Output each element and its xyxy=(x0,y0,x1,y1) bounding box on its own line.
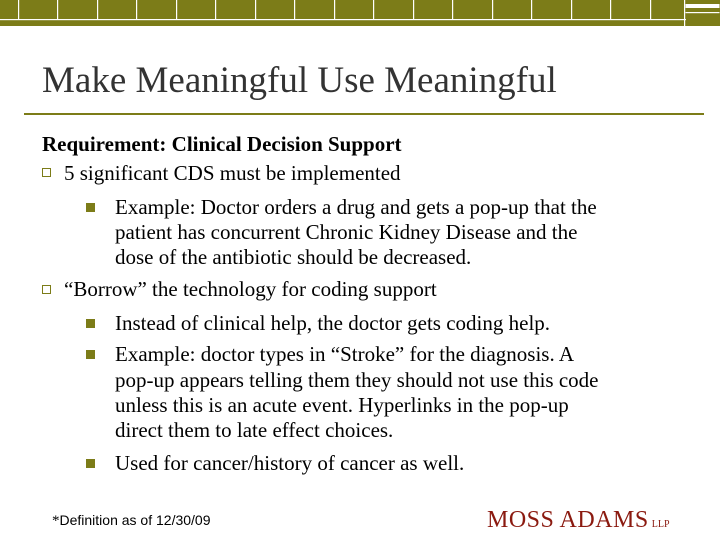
bullet-text: 5 significant CDS must be implemented xyxy=(64,161,401,185)
footnote-asterisk: * xyxy=(52,513,60,529)
title-divider xyxy=(24,113,704,115)
bullet-text: Example: doctor types in “Stroke” for the diagnosis. A xyxy=(115,342,574,366)
logo-name: MOSS ADAMS xyxy=(487,507,649,533)
hollow-square-bullet-icon xyxy=(42,168,51,177)
filled-square-bullet-icon xyxy=(86,203,95,212)
filled-square-bullet-icon xyxy=(86,350,95,359)
hollow-square-bullet-icon xyxy=(42,285,51,294)
bullet-text-continued: dose of the antibiotic should be decreased. xyxy=(115,245,472,269)
slide-title: Make Meaningful Use Meaningful xyxy=(42,60,557,101)
footnote xyxy=(52,511,211,530)
bullet-text: Used for cancer/history of cancer as well. xyxy=(115,451,465,475)
moss-adams-logo xyxy=(487,507,670,535)
bullet-text-continued: unless this is an acute event. Hyperlinks in the pop-up xyxy=(115,393,569,417)
top-grid-bar xyxy=(0,0,720,26)
filled-square-bullet-icon xyxy=(86,459,95,468)
section-heading: Requirement: Clinical Decision Support xyxy=(42,132,402,156)
bullet-text: “Borrow” the technology for coding support xyxy=(64,277,437,301)
filled-square-bullet-icon xyxy=(86,319,95,328)
bullet-text: Example: Doctor orders a drug and gets a pop-up that the xyxy=(115,195,597,219)
bullet-text-continued: direct them to late effect choices. xyxy=(115,418,394,442)
bullet-text-continued: patient has concurrent Chronic Kidney Disease and the xyxy=(115,220,578,244)
logo-suffix: LLP xyxy=(651,519,670,530)
footnote-text: Definition as of 12/30/09 xyxy=(59,512,211,528)
bullet-text: Instead of clinical help, the doctor gets coding help. xyxy=(115,311,551,335)
bullet-text-continued: pop-up appears telling them they should not use this code xyxy=(115,368,599,392)
